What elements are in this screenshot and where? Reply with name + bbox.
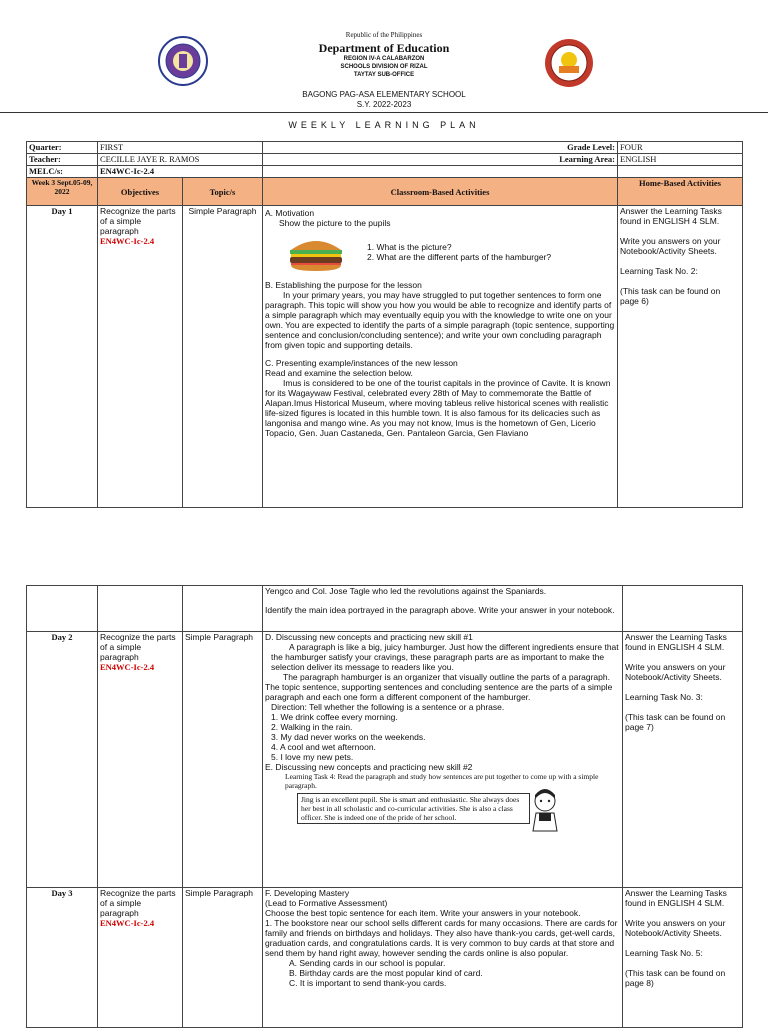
item-5: 5. I love my new pets. bbox=[271, 752, 354, 762]
suboffice-line: TAYTAY SUB-OFFICE bbox=[353, 72, 415, 78]
hamburger-paragraph-2: The paragraph hamburger is an organizer that visually outline the parts of a paragraph. The topic sentence, supporting sentences and concluding sentence are the parts of a simple paragraph and each one form a different component of the hamburger. bbox=[265, 672, 613, 702]
question-1: 1. What is the picture? bbox=[367, 242, 452, 252]
item-1: 1. We drink coffee every morning. bbox=[271, 712, 398, 722]
mastery-subtitle: (Lead to Formative Assessment) bbox=[265, 898, 388, 908]
teacher-value: CECILLE JAYE R. RAMOS bbox=[98, 154, 263, 166]
motivation-line: Show the picture to the pupils bbox=[279, 218, 391, 228]
purpose-text: In your primary years, you may have struggled to put together sentences to form one paragraph. This topic will show you how you would be able to recognize and identify parts of a simple paragraph which may eventually equip you with the knowledge to write one on your own. You are expected to identify the parts of a simple paragraph (topic sentence, supporting sentence and conclusion/concluding sentence); and write your own concluding paragraph from given topic and supporting details. bbox=[265, 290, 615, 350]
discussing-1-title: D. Discussing new concepts and practicing new skill #1 bbox=[265, 632, 473, 642]
option-a: A. Sending cards in our school is popular. bbox=[289, 958, 446, 968]
item-3: 3. My dad never works on the weekends. bbox=[271, 732, 426, 742]
day3-objective: Recognize the parts of a simple paragraph bbox=[100, 888, 176, 918]
imus-paragraph: Imus is considered to be one of the tourist capitals in the province of Cavite. It is known for its Wagaywaw Festival, celebrated every 28th of May to commemorate the Battle of Alapan.Imus Historical Museum, where moving tableus relive historical scenes with realistic life-sized figures is located in this humble town. It is also famous for its delicacies such as langonisa and mango wine. As you may not know, Imus is the hometown of Gen, Licerio Topacio, Gen. Juan Castaneda, Gen. Pantaleon Garcia, Gen Flaviano bbox=[265, 378, 611, 438]
hamburger-paragraph-1: A paragraph is like a big, juicy hamburger. Just how the different ingredients ensure that the hamburger satisfy your cravings, these paragraph parts are as important to make the selection deliver its message to readers like you. bbox=[271, 642, 619, 672]
day1-home-1: Answer the Learning Tasks found in ENGLISH 4 SLM. bbox=[620, 206, 722, 226]
presenting-line: Read and examine the selection below. bbox=[265, 368, 413, 378]
home-activities-header: Home-Based Activities bbox=[618, 178, 743, 206]
letterhead bbox=[0, 0, 768, 112]
day2-home-4: (This task can be found on page 7) bbox=[625, 712, 726, 732]
republic-line: Republic of the Philippines bbox=[345, 31, 423, 39]
day1-home-4: (This task can be found on page 6) bbox=[620, 286, 721, 306]
day3-label: Day 3 bbox=[27, 888, 98, 1028]
day2-home-2: Write you answers on your Notebook/Activity Sheets. bbox=[625, 662, 726, 682]
mastery-title: F. Developing Mastery bbox=[265, 888, 350, 898]
plan-table-page1 bbox=[26, 141, 743, 508]
day3-home-1: Answer the Learning Tasks found in ENGLISH 4 SLM. bbox=[625, 888, 727, 908]
day3-code: EN4WC-Ic-2.4 bbox=[100, 918, 155, 928]
day2-topic: Simple Paragraph bbox=[183, 632, 263, 888]
motivation-title: A. Motivation bbox=[265, 208, 315, 218]
jing-paragraph: Jing is an excellent pupil. She is smart and enthusiastic. She always does her best in all scholastic and co-curricular activities. She is also a class officer. She is indeed one of the pride of her school. bbox=[297, 793, 530, 824]
plan-title: WEEKLY LEARNING PLAN bbox=[288, 120, 480, 130]
day1-label: Day 1 bbox=[27, 206, 98, 508]
bookstore-paragraph: 1. The bookstore near our school sells different cards for many occasions. There are cards for family and friends on birthdays and holidays. They also have thank-you cards, get-well cards, graduation cards, and congratulations cards. It is very common to buy cards at that store and send them by hand right away, however sending the cards online is also popular. bbox=[265, 918, 618, 958]
imus-continued: Yengco and Col. Jose Tagle who led the revolutions against the Spaniards. bbox=[265, 586, 547, 596]
hamburger-icon bbox=[287, 234, 345, 272]
day2-home-1: Answer the Learning Tasks found in ENGLISH 4 SLM. bbox=[625, 632, 727, 652]
day1-objective: Recognize the parts of a simple paragraph bbox=[100, 206, 176, 236]
plan-table-page2 bbox=[26, 585, 743, 1028]
day2-objective: Recognize the parts of a simple paragraph bbox=[100, 632, 176, 662]
topics-header: Topic/s bbox=[183, 178, 263, 206]
presenting-title: C. Presenting example/instances of the new lesson bbox=[265, 358, 458, 368]
day1-home-2: Write you answers on your Notebook/Activity Sheets. bbox=[620, 236, 721, 256]
day1-topic: Simple Paragraph bbox=[183, 206, 263, 508]
day1-home-3: Learning Task No. 2: bbox=[620, 266, 698, 276]
discussing-2-title: E. Discussing new concepts and practicing new skill #2 bbox=[265, 762, 473, 772]
day3-home-4: (This task can be found on page 8) bbox=[625, 968, 726, 988]
week-header: Week 3 Sept.05-09, 2022 bbox=[27, 178, 98, 206]
school-year: S.Y. 2022-2023 bbox=[356, 100, 412, 109]
day3-home-3: Learning Task No. 5: bbox=[625, 948, 703, 958]
grade-level-value: FOUR bbox=[618, 142, 743, 154]
region-line: REGION IV-A CALABARZON bbox=[343, 56, 425, 62]
department-title: Department of Education bbox=[318, 41, 450, 55]
header-divider bbox=[0, 112, 768, 113]
learning-task-4: Learning Task 4: Read the paragraph and study how sentences are put together to come up with a simple paragraph. bbox=[285, 772, 599, 790]
item-2: 2. Walking in the rain. bbox=[271, 722, 353, 732]
day2-label: Day 2 bbox=[27, 632, 98, 888]
day2-code: EN4WC-Ic-2.4 bbox=[100, 662, 155, 672]
grade-level-label: Grade Level: bbox=[263, 142, 618, 154]
school-name: BAGONG PAG-ASA ELEMENTARY SCHOOL bbox=[302, 90, 466, 99]
day3-home-2: Write you answers on your Notebook/Activity Sheets. bbox=[625, 918, 726, 938]
learning-area-value: ENGLISH bbox=[618, 154, 743, 166]
quarter-value: FIRST bbox=[98, 142, 263, 154]
option-b: B. Birthday cards are the most popular kind of card. bbox=[289, 968, 483, 978]
quarter-label: Quarter: bbox=[27, 142, 98, 154]
day2-home-3: Learning Task No. 3: bbox=[625, 692, 703, 702]
melc-label: MELC/s: bbox=[27, 166, 98, 178]
direction-line: Direction: Tell whether the following is a sentence or a phrase. bbox=[271, 702, 505, 712]
objectives-header: Objectives bbox=[98, 178, 183, 206]
item-4: 4. A cool and wet afternoon. bbox=[271, 742, 376, 752]
purpose-title: B. Establishing the purpose for the lesson bbox=[265, 280, 422, 290]
learning-area-label: Learning Area: bbox=[263, 154, 618, 166]
melc-value: EN4WC-Ic-2.4 bbox=[98, 166, 263, 178]
day3-topic: Simple Paragraph bbox=[183, 888, 263, 1028]
mastery-instruction: Choose the best topic sentence for each item. Write your answers in your notebook. bbox=[265, 908, 581, 918]
option-c: C. It is important to send thank-you cards. bbox=[289, 978, 447, 988]
division-line: SCHOOLS DIVISION OF RIZAL bbox=[340, 64, 428, 70]
day1-code: EN4WC-Ic-2.4 bbox=[100, 236, 155, 246]
activities-header: Classroom-Based Activities bbox=[263, 178, 618, 206]
main-idea-question: Identify the main idea portrayed in the paragraph above. Write your answer in your notebook. bbox=[265, 605, 615, 615]
question-2: 2. What are the different parts of the hamburger? bbox=[367, 252, 552, 262]
girl-illustration-icon bbox=[527, 787, 563, 835]
teacher-label: Teacher: bbox=[27, 154, 98, 166]
